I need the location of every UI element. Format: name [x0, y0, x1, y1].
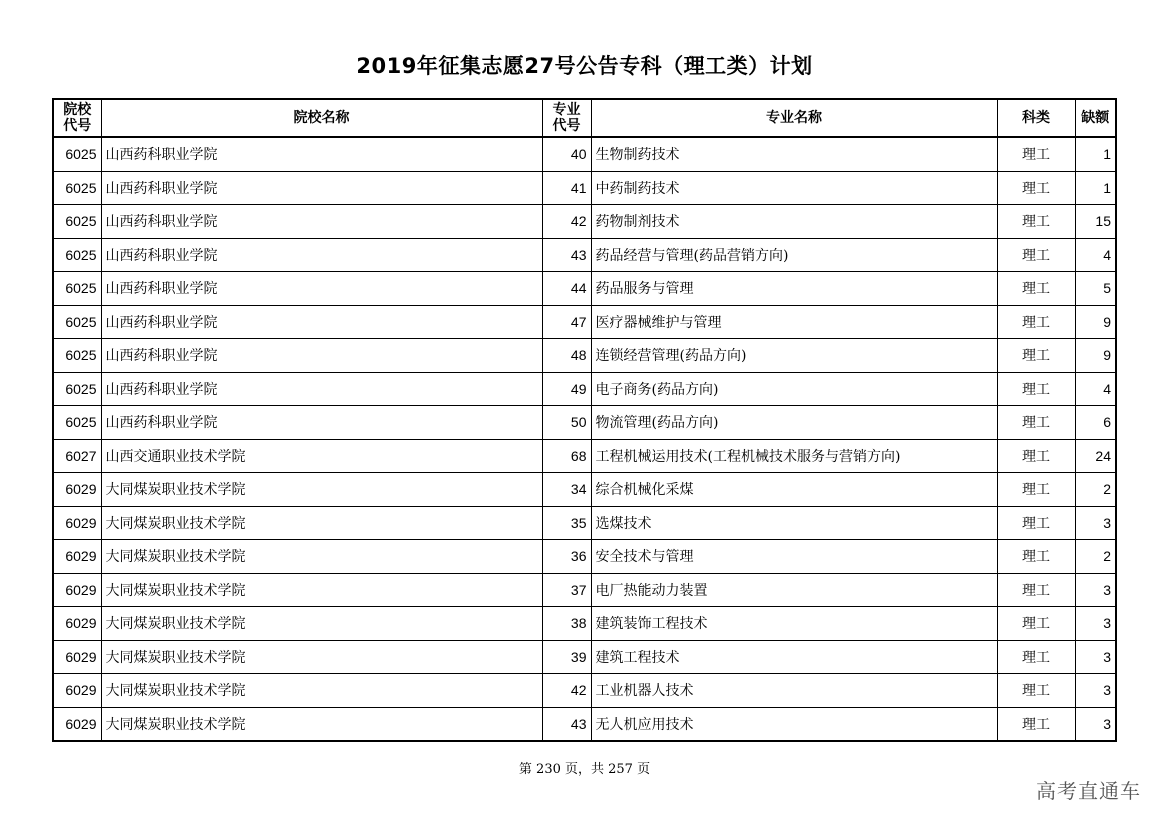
- cell-major-name: 生物制药技术: [591, 137, 997, 171]
- table-body: [53, 137, 1116, 741]
- cell-school-name: 山西药科职业学院: [101, 171, 542, 205]
- table-row: [53, 439, 1116, 473]
- table-row: [53, 137, 1116, 171]
- cell-school-name: 山西药科职业学院: [101, 137, 542, 171]
- plan-table: [52, 98, 1117, 742]
- cell-school-name: 大同煤炭职业技术学院: [101, 473, 542, 507]
- cell-major-name: 综合机械化采煤: [591, 473, 997, 507]
- cell-major-name: 连锁经营管理(药品方向): [591, 339, 997, 373]
- header-major-code: [542, 99, 591, 137]
- cell-school-name: 山西药科职业学院: [101, 305, 542, 339]
- cell-major-code: 39: [542, 640, 591, 674]
- cell-school-code: 6025: [53, 137, 101, 171]
- cell-major-code: 48: [542, 339, 591, 373]
- table-header: [53, 99, 1116, 137]
- cell-school-name: 山西药科职业学院: [101, 339, 542, 373]
- cell-major-name: 建筑装饰工程技术: [591, 607, 997, 641]
- cell-school-code: 6025: [53, 339, 101, 373]
- cell-school-code: 6025: [53, 238, 101, 272]
- cell-school-code: 6029: [53, 540, 101, 574]
- cell-category: 理工: [997, 171, 1075, 205]
- cell-category: 理工: [997, 339, 1075, 373]
- table-row: [53, 238, 1116, 272]
- cell-major-name: 药品服务与管理: [591, 272, 997, 306]
- cell-major-code: 38: [542, 607, 591, 641]
- cell-quota: 3: [1075, 707, 1116, 741]
- cell-quota: 2: [1075, 473, 1116, 507]
- cell-school-name: 山西药科职业学院: [101, 205, 542, 239]
- cell-school-code: 6029: [53, 473, 101, 507]
- cell-major-code: 41: [542, 171, 591, 205]
- cell-major-name: 建筑工程技术: [591, 640, 997, 674]
- cell-quota: 3: [1075, 607, 1116, 641]
- cell-major-code: 37: [542, 573, 591, 607]
- cell-quota: 15: [1075, 205, 1116, 239]
- cell-major-name: 无人机应用技术: [591, 707, 997, 741]
- cell-major-code: 36: [542, 540, 591, 574]
- cell-major-name: 电子商务(药品方向): [591, 372, 997, 406]
- cell-major-code: 35: [542, 506, 591, 540]
- cell-category: 理工: [997, 473, 1075, 507]
- cell-quota: 24: [1075, 439, 1116, 473]
- cell-quota: 1: [1075, 171, 1116, 205]
- table-row: [53, 473, 1116, 507]
- cell-quota: 6: [1075, 406, 1116, 440]
- cell-school-name: 大同煤炭职业技术学院: [101, 607, 542, 641]
- header-school-code-line2: 代号: [63, 118, 92, 134]
- cell-category: 理工: [997, 205, 1075, 239]
- table-row: [53, 674, 1116, 708]
- header-major-code-line2: 代号: [552, 118, 581, 134]
- cell-category: 理工: [997, 707, 1075, 741]
- cell-school-name: 大同煤炭职业技术学院: [101, 540, 542, 574]
- cell-school-name: 大同煤炭职业技术学院: [101, 573, 542, 607]
- cell-major-name: 医疗器械维护与管理: [591, 305, 997, 339]
- cell-school-code: 6027: [53, 439, 101, 473]
- cell-school-code: 6029: [53, 506, 101, 540]
- cell-category: 理工: [997, 573, 1075, 607]
- header-school-code: [53, 99, 101, 137]
- cell-category: 理工: [997, 372, 1075, 406]
- cell-major-code: 43: [542, 238, 591, 272]
- cell-category: 理工: [997, 406, 1075, 440]
- cell-school-code: 6029: [53, 607, 101, 641]
- table-row: [53, 372, 1116, 406]
- header-school-code-line1: 院校: [63, 102, 92, 118]
- table-row: [53, 607, 1116, 641]
- cell-category: 理工: [997, 238, 1075, 272]
- cell-major-code: 34: [542, 473, 591, 507]
- cell-school-code: 6029: [53, 674, 101, 708]
- cell-school-name: 山西药科职业学院: [101, 238, 542, 272]
- cell-category: 理工: [997, 305, 1075, 339]
- table-row: [53, 272, 1116, 306]
- cell-major-name: 物流管理(药品方向): [591, 406, 997, 440]
- cell-quota: 9: [1075, 305, 1116, 339]
- header-row: [53, 99, 1116, 137]
- cell-school-name: 山西药科职业学院: [101, 272, 542, 306]
- cell-school-code: 6025: [53, 205, 101, 239]
- cell-quota: 3: [1075, 573, 1116, 607]
- table-row: [53, 339, 1116, 373]
- cell-major-code: 68: [542, 439, 591, 473]
- cell-major-code: 42: [542, 205, 591, 239]
- cell-major-name: 选煤技术: [591, 506, 997, 540]
- cell-major-name: 工程机械运用技术(工程机械技术服务与营销方向): [591, 439, 997, 473]
- cell-quota: 1: [1075, 137, 1116, 171]
- cell-major-name: 安全技术与管理: [591, 540, 997, 574]
- cell-school-code: 6025: [53, 406, 101, 440]
- cell-major-code: 42: [542, 674, 591, 708]
- cell-quota: 3: [1075, 506, 1116, 540]
- cell-school-code: 6029: [53, 573, 101, 607]
- cell-major-code: 47: [542, 305, 591, 339]
- table-row: [53, 506, 1116, 540]
- cell-quota: 2: [1075, 540, 1116, 574]
- cell-school-code: 6025: [53, 372, 101, 406]
- cell-major-code: 44: [542, 272, 591, 306]
- header-quota: 缺额: [1075, 99, 1116, 137]
- cell-school-code: 6025: [53, 305, 101, 339]
- cell-category: 理工: [997, 674, 1075, 708]
- cell-category: 理工: [997, 272, 1075, 306]
- cell-category: 理工: [997, 439, 1075, 473]
- cell-school-name: 大同煤炭职业技术学院: [101, 506, 542, 540]
- cell-school-name: 山西药科职业学院: [101, 372, 542, 406]
- header-major-name: 专业名称: [591, 99, 997, 137]
- cell-category: 理工: [997, 506, 1075, 540]
- cell-major-code: 49: [542, 372, 591, 406]
- table-row: [53, 205, 1116, 239]
- cell-major-code: 40: [542, 137, 591, 171]
- cell-quota: 4: [1075, 372, 1116, 406]
- cell-category: 理工: [997, 137, 1075, 171]
- table-row: [53, 540, 1116, 574]
- cell-quota: 3: [1075, 640, 1116, 674]
- cell-quota: 9: [1075, 339, 1116, 373]
- cell-major-name: 中药制药技术: [591, 171, 997, 205]
- cell-category: 理工: [997, 607, 1075, 641]
- cell-category: 理工: [997, 640, 1075, 674]
- cell-school-name: 山西药科职业学院: [101, 406, 542, 440]
- cell-school-code: 6029: [53, 640, 101, 674]
- table-row: [53, 171, 1116, 205]
- cell-school-code: 6029: [53, 707, 101, 741]
- table-row: [53, 640, 1116, 674]
- cell-quota: 5: [1075, 272, 1116, 306]
- cell-school-code: 6025: [53, 272, 101, 306]
- cell-major-code: 43: [542, 707, 591, 741]
- cell-school-name: 大同煤炭职业技术学院: [101, 674, 542, 708]
- cell-major-name: 工业机器人技术: [591, 674, 997, 708]
- watermark: 高考直通车: [1036, 779, 1141, 803]
- table-row: [53, 707, 1116, 741]
- header-category: 科类: [997, 99, 1075, 137]
- cell-quota: 3: [1075, 674, 1116, 708]
- cell-major-code: 50: [542, 406, 591, 440]
- cell-school-name: 山西交通职业技术学院: [101, 439, 542, 473]
- table-row: [53, 305, 1116, 339]
- cell-school-code: 6025: [53, 171, 101, 205]
- cell-school-name: 大同煤炭职业技术学院: [101, 707, 542, 741]
- table-row: [53, 573, 1116, 607]
- table-row: [53, 406, 1116, 440]
- header-major-code-line1: 专业: [552, 102, 581, 118]
- cell-major-name: 电厂热能动力装置: [591, 573, 997, 607]
- cell-school-name: 大同煤炭职业技术学院: [101, 640, 542, 674]
- cell-category: 理工: [997, 540, 1075, 574]
- page-title: 2019年征集志愿27号公告专科（理工类）计划: [356, 54, 813, 78]
- cell-major-name: 药品经营与管理(药品营销方向): [591, 238, 997, 272]
- page-number: 第 230 页，共 257 页: [518, 762, 651, 777]
- header-school-name: 院校名称: [101, 99, 542, 137]
- cell-quota: 4: [1075, 238, 1116, 272]
- cell-major-name: 药物制剂技术: [591, 205, 997, 239]
